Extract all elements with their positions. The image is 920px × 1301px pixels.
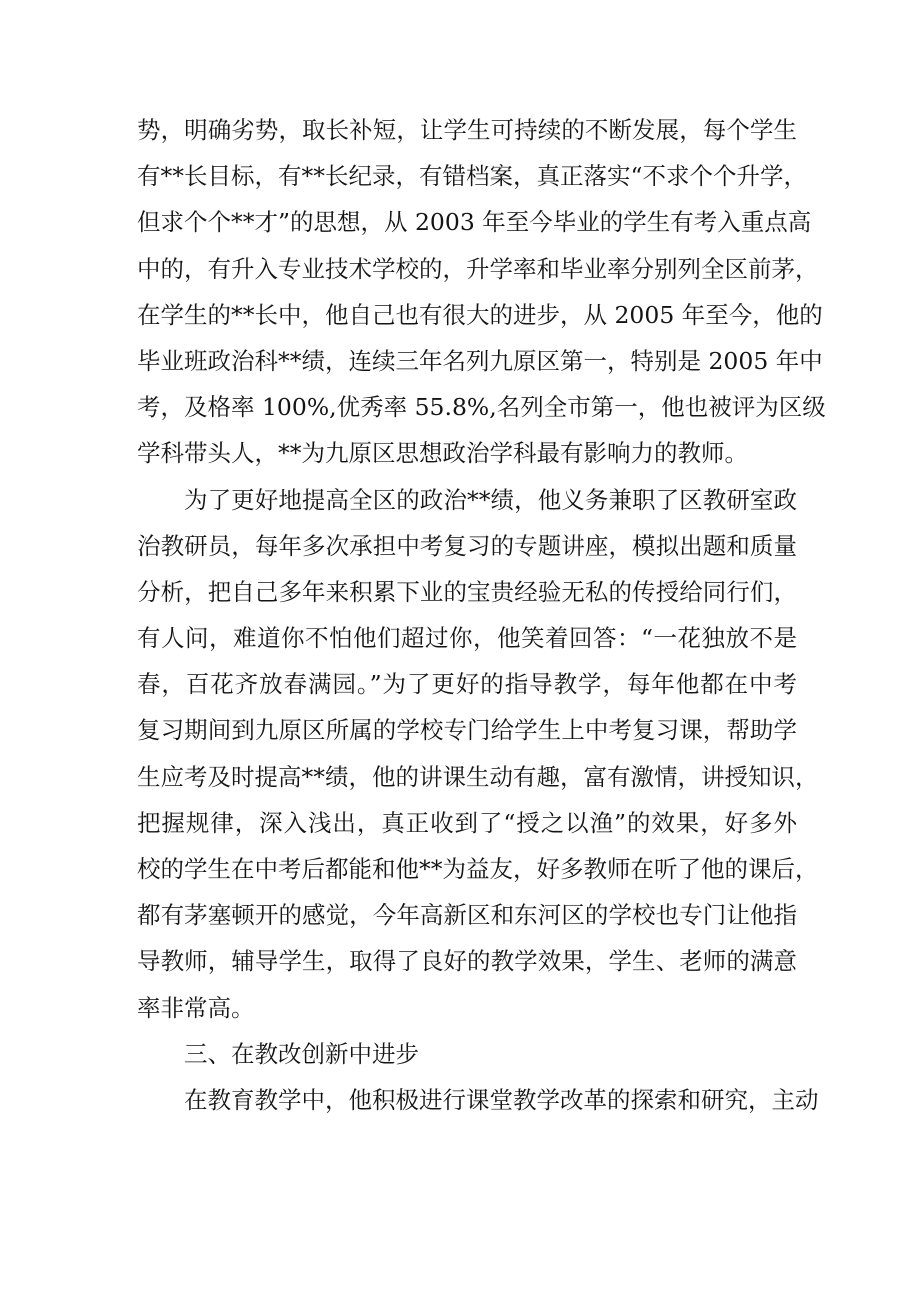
text-line: 把握规律，深入浅出，真正收到了“授之以渔”的效果，好多外 — [137, 808, 797, 837]
text-line: 分析，把自己多年来积累下业的宝贵经验无私的传授给同行们， — [137, 577, 797, 606]
text-line: 毕业班政治科**绩，连续三年名列九原区第一，特别是 2005 年中 — [137, 346, 823, 375]
text-line: 在教育教学中，他积极进行课堂教学改革的探索和研究，主动 — [184, 1085, 819, 1114]
text-line: 中的，有升入专业技术学校的，升学率和毕业率分别列全区前茅， — [137, 254, 819, 283]
text-line: 三、在教改创新中进步 — [184, 1039, 419, 1068]
text-line: 有人问，难道你不怕他们超过你，他笑着回答：“一花独放不是 — [137, 624, 797, 653]
paragraph-p1 — [137, 107, 826, 477]
text-line: 生应考及时提高**绩，他的讲课生动有趣，富有激情，讲授知识， — [137, 762, 819, 791]
text-line: 治教研员，每年多次承担中考复习的专题讲座，模拟出题和质量 — [137, 531, 797, 560]
text-line: 复习期间到九原区所属的学校专门给学生上中考复习课，帮助学 — [137, 716, 797, 745]
text-line: 校的学生在中考后都能和他**为益友，好多教师在听了他的课后， — [137, 855, 819, 883]
text-line: 导教师，辅导学生，取得了良好的教学效果，学生、老师的满意 — [137, 947, 797, 976]
text-line: 春，百花齐放春满园。”为了更好的指导教学，每年他都在中考 — [137, 670, 797, 699]
text-line: 为了更好地提高全区的政治**绩，他义务兼职了区教研室政 — [184, 485, 797, 514]
text-line: 都有茅塞顿开的感觉，今年高新区和东河区的学校也专门让他指 — [137, 901, 797, 930]
paragraph-p4 — [137, 1077, 819, 1123]
paragraph-p3 — [137, 1031, 797, 1077]
text-line: 在学生的**长中，他自己也有很大的进步，从 2005 年至今，他的 — [137, 300, 823, 329]
text-line: 但求个个**才”的思想，从 2003 年至今毕业的学生有考入重点高 — [137, 208, 812, 237]
text-line: 考，及格率 100%,优秀率 55.8%,名列全市第一，他也被评为区级 — [137, 393, 826, 422]
paragraph-p2 — [137, 477, 819, 1031]
text-line: 率非常高。 — [137, 993, 255, 1022]
text-line: 有**长目标，有**长纪录，有错档案，真正落实“不求个个升学， — [137, 162, 808, 191]
text-line: 势，明确劣势，取长补短，让学生可持续的不断发展，每个学生 — [137, 116, 797, 144]
document-body — [137, 107, 826, 1123]
text-line: 学科带头人，**为九原区思想政治学科最有影响力的教师。 — [137, 439, 748, 468]
